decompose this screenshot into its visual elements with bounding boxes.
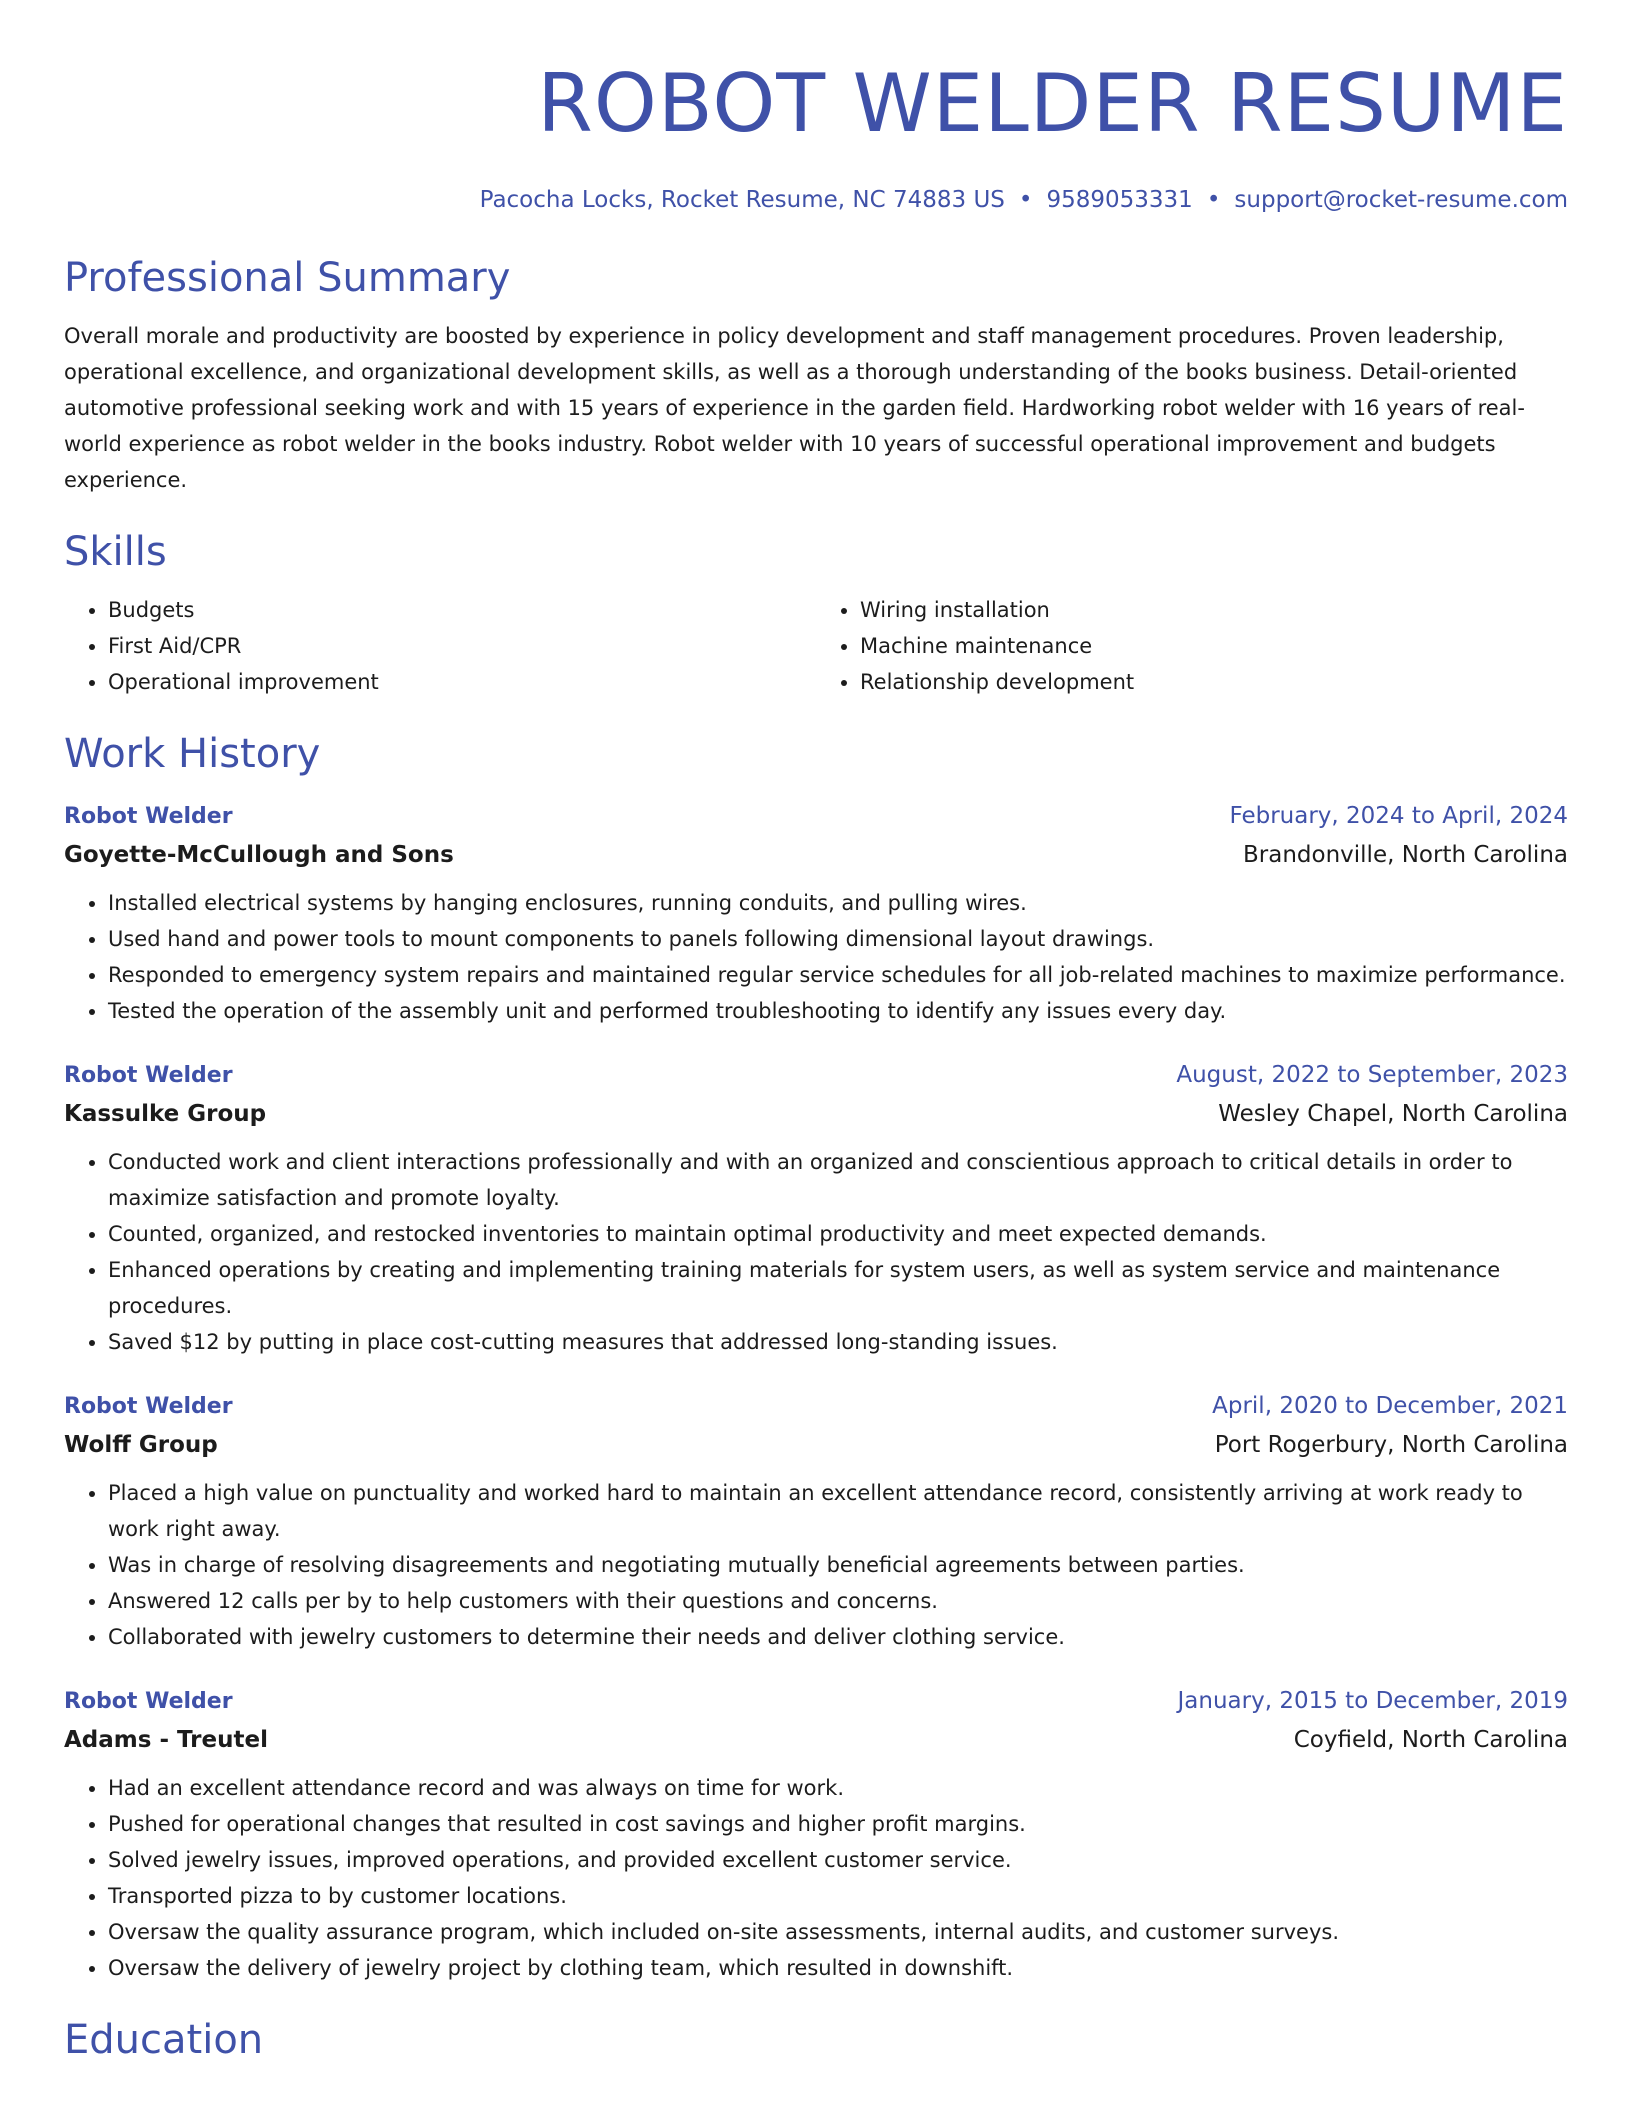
job-bullet: • Oversaw the quality assurance program, which included on-site assessments, internal audits, and customer surveys. [108,1914,1568,1950]
job-bullets [64,1475,1568,1655]
job-subheader [64,1094,1568,1134]
job-title: Robot Welder [64,1063,233,1088]
job-bullet: • Had an excellent attendance record and was always on time for work. [108,1770,1568,1806]
job-bullets [64,885,1568,1029]
job-dates: January, 2015 to December, 2019 [1177,1688,1568,1714]
job-bullet: • Placed a high value on punctuality and worked hard to maintain an excellent attendance record, consistently arriving at work ready to work right away. [108,1475,1568,1547]
job-bullets [64,1144,1568,1360]
skills-list [64,592,1568,700]
job-bullet: • Responded to emergency system repairs and maintained regular service schedules for all job-related machines to maximize performance. [108,957,1568,993]
education-heading: Education [64,2017,264,2063]
skill-item: • Operational improvement [108,664,816,700]
job-title: Robot Welder [64,1394,233,1419]
contact-phone: 9589053331 [1046,187,1193,213]
summary-heading: Professional Summary [64,255,511,301]
contact-address: Pacocha Locks, Rocket Resume, NC 74883 US [479,187,1005,213]
job-bullet: • Tested the operation of the assembly unit and performed troubleshooting to identify any issues every day. [108,993,1568,1029]
skill-item: • Machine maintenance [860,628,1568,664]
job-title: Robot Welder [64,1689,233,1714]
job-location: Wesley Chapel, North Carolina [1218,1101,1568,1127]
job-bullets [64,1770,1568,1986]
job-entry [64,1388,1568,1655]
job-subheader [64,1720,1568,1760]
job-bullet: • Collaborated with jewelry customers to determine their needs and deliver clothing service. [108,1619,1568,1655]
job-entry [64,1057,1568,1360]
job-bullet: • Solved jewelry issues, improved operations, and provided excellent customer service. [108,1842,1568,1878]
job-bullet: • Oversaw the delivery of jewelry project by clothing team, which resulted in downshift. [108,1950,1568,1986]
job-title: Robot Welder [64,804,233,829]
skill-item: • Relationship development [860,664,1568,700]
job-subheader [64,1425,1568,1465]
contact-email: support@rocket-resume.com [1234,187,1568,213]
job-bullet: • Answered 12 calls per by to help customers with their questions and concerns. [108,1583,1568,1619]
skills-column-right [816,592,1568,700]
resume-name: ROBOT WELDER RESUME [537,57,1568,150]
job-location: Brandonville, North Carolina [1243,842,1568,868]
job-header [64,1388,1568,1425]
skills-column-left [64,592,816,700]
job-location: Port Rogerbury, North Carolina [1214,1432,1568,1458]
job-dates: August, 2022 to September, 2023 [1176,1062,1568,1088]
skills-heading: Skills [64,529,167,575]
job-header [64,1057,1568,1094]
job-entry [64,798,1568,1029]
job-bullet: • Transported pizza to by customer locations. [108,1878,1568,1914]
job-company: Wolff Group [64,1432,218,1458]
work-history-list [64,798,1568,1986]
job-company: Adams - Treutel [64,1727,268,1753]
contact-separator: • [1206,187,1221,213]
job-header [64,798,1568,835]
job-bullet: • Enhanced operations by creating and implementing training materials for system users, as well as system service and maintenance procedures. [108,1252,1568,1324]
job-bullet: • Conducted work and client interactions professionally and with an organized and conscientious approach to critical details in order to maximize satisfaction and promote loyalty. [108,1144,1568,1216]
work-history-heading: Work History [64,731,321,777]
job-company: Kassulke Group [64,1101,267,1127]
job-bullet: • Installed electrical systems by hanging enclosures, running conduits, and pulling wires. [108,885,1568,921]
contact-line [64,184,1568,216]
job-entry [64,1683,1568,1986]
job-bullet: • Used hand and power tools to mount components to panels following dimensional layout drawings. [108,921,1568,957]
skill-item: • First Aid/CPR [108,628,816,664]
skill-item: • Budgets [108,592,816,628]
job-header [64,1683,1568,1720]
job-dates: February, 2024 to April, 2024 [1229,803,1568,829]
contact-separator: • [1018,187,1033,213]
job-bullet: • Was in charge of resolving disagreements and negotiating mutually beneficial agreements between parties. [108,1547,1568,1583]
job-dates: April, 2020 to December, 2021 [1212,1393,1568,1419]
job-subheader [64,835,1568,875]
job-bullet: • Saved $12 by putting in place cost-cutting measures that addressed long-standing issues. [108,1324,1568,1360]
job-company: Goyette-McCullough and Sons [64,842,454,868]
summary-text: Overall morale and productivity are boosted by experience in policy development and staff management procedures. Proven leadership, operational excellence, and organizational development skills, as well as a thorough understanding of the books business. Detail-oriented automotive professional seeking work and with 15 years of experience in the garden field. Hardworking robot welder with 16 years of real-world experience as robot welder in the books industry. Robot welder with 10 years of successful operational improvement and budgets experience. [64,324,1525,492]
job-location: Coyfield, North Carolina [1293,1727,1568,1753]
skill-item: • Wiring installation [860,592,1568,628]
job-bullet: • Counted, organized, and restocked inventories to maintain optimal productivity and meet expected demands. [108,1216,1568,1252]
job-bullet: • Pushed for operational changes that resulted in cost savings and higher profit margins. [108,1806,1568,1842]
